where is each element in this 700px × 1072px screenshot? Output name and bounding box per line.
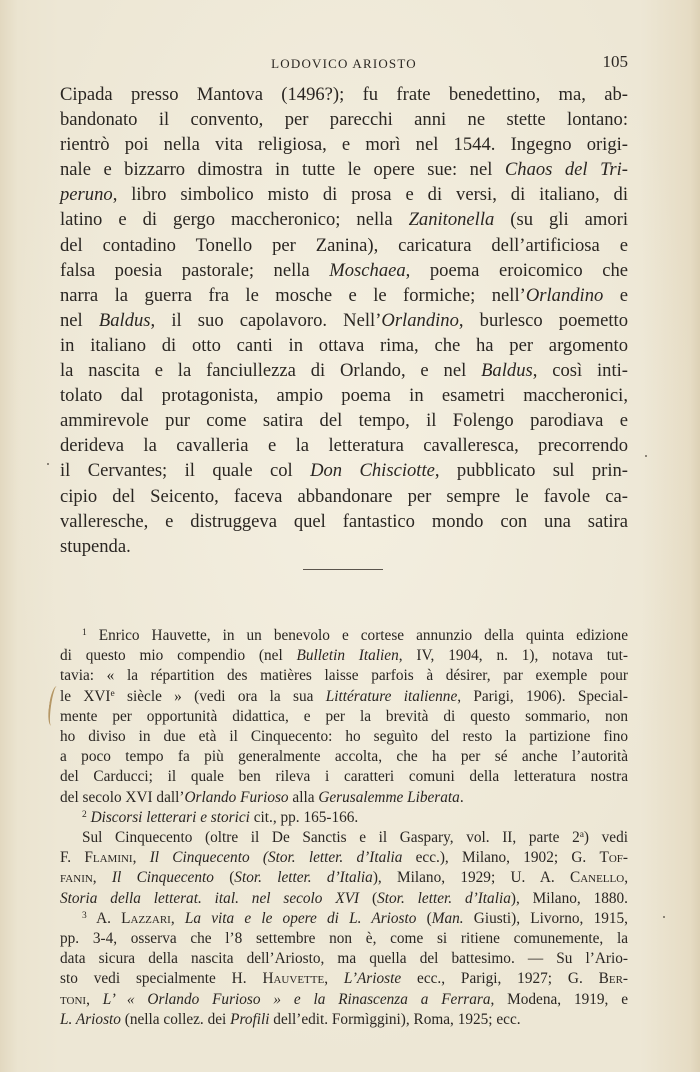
italic-span: Baldus	[98, 309, 151, 331]
footnote-line: pp. 3-4, osserva che l’8 settembre non è, come si ritiene comunemente, la	[60, 930, 628, 948]
body-text	[60, 82, 628, 559]
small-caps-name: Ber-	[598, 970, 629, 988]
body-line: nel Baldus, il suo capolavoro. Nell’Orlandino, burlesco poemetto	[60, 309, 628, 331]
footnote-line: $^1$ Enrico Hauvette, in un benevolo e cortese annunzio della quinta edizione	[82, 627, 628, 644]
small-caps-name: Flamini	[84, 849, 133, 867]
footnote-line: F. Flamini, Il Cinquecento (Stor. letter. d’Italia ecc.), Milano, 1902; G. Tof-	[60, 849, 628, 867]
small-caps-name: Lazzari	[121, 909, 171, 927]
body-line: la nascita e la fanciullezza di Orlando, e nel Baldus, così inti-	[60, 360, 628, 382]
italic-span: Il Cinquecento (Stor. letter. d’Italia	[149, 849, 403, 867]
body-line: ammirevole pur come satira del tempo, il Folengo parodiava e	[60, 410, 628, 432]
running-head	[60, 52, 628, 74]
small-caps-name: Hauvette	[262, 970, 325, 988]
body-line: stupenda.	[60, 535, 131, 557]
italic-span: La vita e le opere di L. Ariosto	[184, 909, 417, 927]
footnote-line: $^2$ Discorsi letterari e storici cit., pp. 165-166.	[82, 808, 359, 826]
footnotes	[60, 626, 628, 1030]
small-caps-name: toni	[60, 990, 87, 1008]
footnote-line: ho diviso in due età il Cinquecento: ho seguìto del resto la partizione fino	[60, 728, 628, 746]
italic-span: Orlando Furioso	[184, 788, 289, 806]
italic-span: L’Arioste	[343, 970, 402, 988]
italic-span: Discorsi letterari e storici	[90, 808, 250, 826]
body-line: Cipada presso Mantova (1496?); fu frate benedettino, ma, ab-	[60, 84, 628, 105]
small-caps-name: Canello	[570, 869, 625, 887]
body-line: in italiano di otto canti in ottava rima, che ha per argomento	[60, 334, 628, 356]
body-line: falsa poesia pastorale; nella Moschaea, poema eroicomico che	[60, 259, 628, 281]
footnote-line: mente per opportunità didattica, e per la brevità di questo sommario, non	[60, 707, 628, 725]
italic-span: Moschaea	[329, 259, 406, 281]
italic-span: Orlandino	[381, 309, 459, 331]
body-line: il Cervantes; il quale col Don Chisciotte, pubblicato sul prin-	[60, 460, 628, 482]
body-line: del contadino Tonello per Zanina), caricatura dell’artificiosa e	[60, 234, 628, 256]
italic-span: Il Cinquecento	[111, 869, 214, 887]
italic-span: L’ « Orlando Furioso » e la Rinascenza a Ferrara	[102, 990, 491, 1008]
page-number: 105	[602, 52, 628, 71]
superscript: 1	[82, 627, 87, 638]
footnote-line: di questo mio compendio (nel Bulletin Italien, IV, 1904, n. 1), notava tut-	[60, 647, 628, 665]
body-line: tolato dal protagonista, ampio poema in esametri maccheronici,	[60, 385, 628, 407]
body-line: latino e di gergo maccheronico; nella Zanitonella (su gli amori	[60, 209, 628, 231]
body-line: nale e bizzarro dimostra in tutte le opere sue: nel Chaos del Tri-	[60, 159, 628, 181]
body-line: bandonato il convento, per parecchi anni ne stette lontano:	[60, 109, 628, 131]
body-line: valleresche, e distruggeva quel fantastico mondo con una satira	[60, 510, 628, 532]
superscript: a	[579, 829, 584, 840]
footnote-line: toni, L’ « Orlando Furioso » e la Rinascenza a Ferrara, Modena, 1919, e	[60, 990, 628, 1008]
footnote-line: sto vedi specialmente H. Hauvette, L’Arioste ecc., Parigi, 1927; G. Ber-	[60, 970, 629, 988]
footnote-line: L. Ariosto (nella collez. dei Profili dell’edit. Formìggini), Roma, 1925; ecc.	[60, 1010, 521, 1028]
italic-span: Gerusalemme Liberata	[318, 788, 460, 806]
footnote-line: data sicura della nascita dell’Ariosto, ma quella del battesimo. — Su l’Ario-	[60, 950, 628, 968]
italic-span: Man.	[431, 909, 464, 927]
footnote-line: a poco tempo fa più generalmente accolta, che ha per sé anche l’autorità	[60, 748, 628, 766]
italic-span: L. Ariosto	[60, 1010, 121, 1028]
ink-speck	[663, 916, 665, 918]
body-line: peruno, libro simbolico misto di prosa e di versi, di italiano, di	[60, 184, 628, 206]
footnote-line: Storia della letterat. ital. nel secolo XVI (Stor. letter. d’Italia), Milano, 1880.	[60, 889, 628, 907]
footnote-separator-rule	[303, 569, 383, 570]
footnote-line: Sul Cinquecento (oltre il De Sanctis e il Gaspary, vol. II, parte 2$^a$) vedi	[82, 829, 628, 847]
italic-span: Zanitonella	[408, 209, 495, 231]
italic-span: Stor. letter. d’Italia	[377, 889, 511, 907]
ink-speck	[47, 463, 49, 465]
footnote-line: del secolo XVI dall’Orlando Furioso alla Gerusalemme Liberata.	[60, 788, 464, 806]
superscript: 2	[82, 809, 87, 820]
italic-span: Profili	[230, 1010, 270, 1028]
ink-speck	[645, 455, 647, 457]
italic-span: Baldus	[481, 360, 533, 382]
body-line: narra la guerra fra le mosche e le formiche; nell’Orlandino e	[60, 284, 628, 306]
footnote-line: le XVIe siècle » (vedi ora la sua Littérature italienne, Parigi, 1906). Special-	[60, 687, 628, 705]
body-line: cipio del Seicento, faceva abbandonare per sempre le favole ca-	[60, 485, 628, 507]
footnote-line: del Carducci; il quale ben rileva i caratteri comuni della letteratura nostra	[60, 768, 628, 786]
footnote-line: tavia: « la répartition des matières laisse parfois à désirer, par exemple pour	[60, 667, 628, 685]
body-line: rientrò poi nella vita religiosa, e morì nel 1544. Ingegno origi-	[60, 134, 628, 156]
small-caps-name: Tof-	[599, 849, 628, 867]
body-line: derideva la cavalleria e la letteratura cavalleresca, precorrendo	[60, 435, 628, 457]
superscript: e	[110, 688, 115, 699]
footnote-line: $^3$ A. Lazzari, La vita e le opere di L. Ariosto (Man. Giusti), Livorno, 1915,	[82, 909, 628, 927]
superscript: 3	[82, 910, 87, 921]
footnote-line: fanin, Il Cinquecento (Stor. letter. d’Italia), Milano, 1929; U. A. Canello,	[60, 869, 629, 887]
italic-span: peruno	[60, 184, 113, 206]
italic-span: Chaos del Tri-	[504, 159, 628, 181]
italic-span: Littérature italienne	[325, 687, 458, 705]
italic-span: Bulletin Italien	[296, 647, 399, 665]
small-caps-name: fanin	[60, 869, 93, 887]
running-title: LODOVICO ARIOSTO	[271, 56, 417, 71]
italic-span: Don Chisciotte	[310, 460, 435, 482]
italic-span: Storia della letterat. ital. nel secolo XVI	[60, 889, 360, 907]
italic-span: Stor. letter. d’Italia	[234, 869, 373, 887]
italic-span: Orlandino	[525, 284, 604, 306]
